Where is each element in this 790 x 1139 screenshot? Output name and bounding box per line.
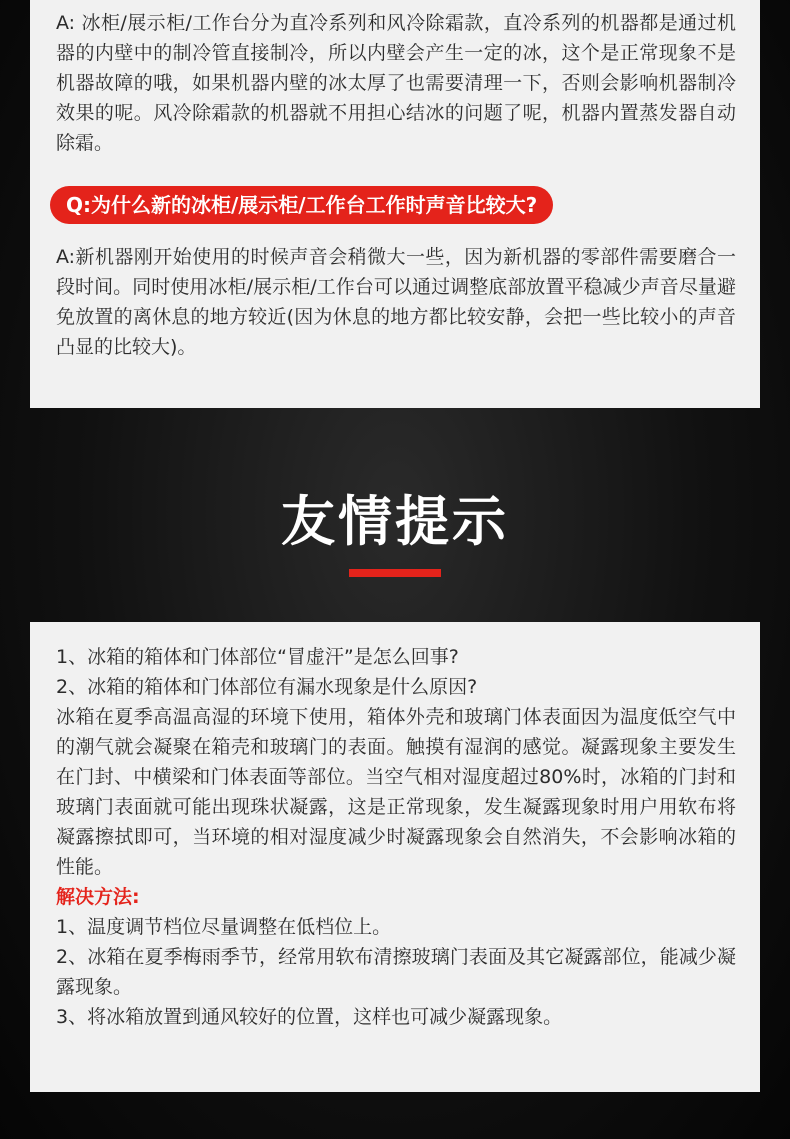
question-noise-badge: Q:为什么新的冰柜/展示柜/工作台工作时声音比较大? (50, 186, 553, 224)
faq-card (30, 0, 760, 408)
solution-item: 1、温度调节档位尽量调整在低档位上。 (56, 916, 392, 938)
question-sweat: 1、冰箱的箱体和门体部位“冒虚汗”是怎么回事? (56, 646, 459, 668)
heading-underline (349, 569, 441, 577)
condensation-explanation: 冰箱在夏季高温高湿的环境下使用，箱体外壳和玻璃门体表面因为温度低空气中的潮气就会凝聚在箱壳和玻璃门的表面。触摸有湿润的感觉。凝露现象主要发生在门封、中横梁和门体表面等部位。当空气相对湿度超过80%时，冰箱的门封和玻璃门表面就可能出现珠状凝露，这是正常现象，发生凝露现象时用户用软布将凝露擦拭即可，当环境的相对湿度减少时凝露现象会自然消失，不会影响冰箱的性能。 (56, 706, 736, 878)
tips-content (56, 642, 736, 1032)
answer-frost: A: 冰柜/展示柜/工作台分为直冷系列和风冷除霜款，直冷系列的机器都是通过机器的内壁中的制冷管直接制冷，所以内壁会产生一定的冰，这个是正常现象不是机器故障的哦，如果机器内壁的冰太厚了也需要清理一下，否则会影响机器制冷效果的呢。风冷除霜款的机器就不用担心结冰的问题了呢，机器内置蒸发器自动除霜。 (56, 12, 736, 154)
question-leak: 2、冰箱的箱体和门体部位有漏水现象是什么原因? (56, 676, 478, 698)
answer-noise: A:新机器刚开始使用的时候声音会稍微大一些，因为新机器的零部件需要磨合一段时间。同时使用冰柜/展示柜/工作台可以通过调整底部放置平稳减少声音尽量避免放置的离休息的地方较近(因为休息的地方都比较安静，会把一些比较小的声音凸显的比较大)。 (56, 246, 736, 358)
solution-label: 解决方法: (56, 886, 140, 908)
tips-card (30, 622, 760, 1092)
section-heading: 友情提示 (281, 490, 509, 553)
solution-item: 3、将冰箱放置到通风较好的位置，这样也可减少凝露现象。 (56, 1006, 563, 1028)
solution-item: 2、冰箱在夏季梅雨季节，经常用软布清擦玻璃门表面及其它凝露部位，能减少凝露现象。 (56, 946, 736, 998)
